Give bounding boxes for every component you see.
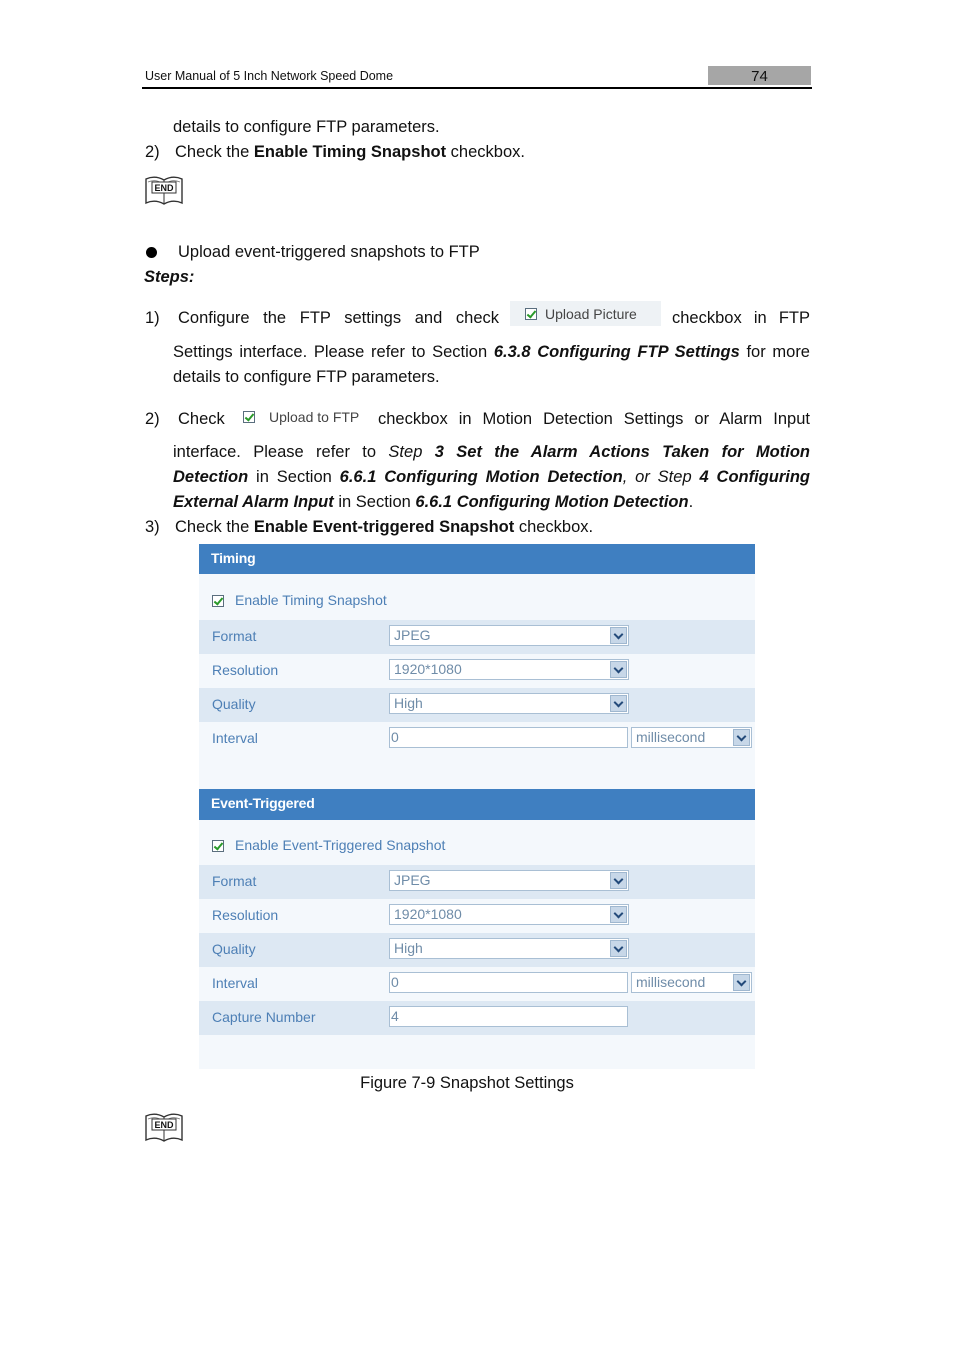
- chevron-down-icon[interactable]: [610, 940, 627, 957]
- end-book-icon: [144, 1110, 184, 1144]
- event-capture-number-row: [199, 1001, 755, 1035]
- timing-interval-row: [199, 722, 755, 756]
- timing-quality-row: [199, 688, 755, 722]
- step-number: 2): [145, 143, 160, 161]
- quality-label: Quality: [212, 696, 256, 712]
- timing-resolution-select[interactable]: 1920*1080: [389, 659, 629, 680]
- event-enable-row: [199, 820, 755, 865]
- interval-label: Interval: [212, 730, 258, 746]
- page-number: 74: [708, 66, 811, 85]
- event-resolution-row: [199, 899, 755, 933]
- timing-section-header: Timing: [199, 544, 755, 574]
- event-format-select[interactable]: JPEG: [389, 870, 629, 891]
- steps-heading: Steps:: [144, 268, 195, 286]
- step-number: 2): [145, 410, 160, 428]
- event-triggered-section-header: Event-Triggered: [199, 789, 755, 820]
- step-2-timing: 2) Check the Enable Timing Snapshot checkbox.: [145, 143, 525, 161]
- chevron-down-icon[interactable]: [610, 661, 627, 678]
- format-label: Format: [212, 628, 257, 644]
- event-interval-row: [199, 967, 755, 1001]
- event-resolution-select[interactable]: 1920*1080: [389, 904, 629, 925]
- checkbox-checked-icon: [525, 308, 537, 320]
- resolution-label: Resolution: [212, 662, 279, 678]
- step-2-line-4: External Alarm Input in Section 6.6.1 Configuring Motion Detection.: [173, 493, 694, 511]
- timing-interval-unit-select[interactable]: millisecond: [631, 727, 752, 748]
- running-header-title: User Manual of 5 Inch Network Speed Dome: [145, 69, 394, 83]
- step-1-line-2: Settings interface. Please refer to Section 6.3.8 Configuring FTP Settings for more: [173, 343, 810, 361]
- event-interval-unit-select[interactable]: millisecond: [631, 972, 752, 993]
- step-1-line-1: 1) Configure the FTP settings and check Upload Picture checkbox in FTP: [145, 300, 810, 330]
- chevron-down-icon[interactable]: [733, 729, 750, 746]
- timing-resolution-row: [199, 654, 755, 688]
- event-quality-select[interactable]: High: [389, 938, 629, 959]
- capture-number-input[interactable]: 4: [389, 1006, 628, 1027]
- bullet-text: Upload event-triggered snapshots to FTP: [178, 243, 480, 261]
- event-quality-row: [199, 933, 755, 967]
- quality-label: Quality: [212, 941, 256, 957]
- interval-label: Interval: [212, 975, 258, 991]
- chevron-down-icon[interactable]: [610, 695, 627, 712]
- format-label: Format: [212, 873, 257, 889]
- timing-quality-select[interactable]: High: [389, 693, 629, 714]
- chevron-down-icon[interactable]: [733, 974, 750, 991]
- chevron-down-icon[interactable]: [610, 906, 627, 923]
- resolution-label: Resolution: [212, 907, 279, 923]
- step-2-line-1: 2) Check Upload to FTP checkbox in Motion Detection Settings or Alarm Input: [145, 409, 810, 428]
- panel-footer: [199, 1035, 755, 1069]
- upload-picture-control: Upload Picture: [510, 301, 661, 326]
- section-spacer: [199, 756, 755, 789]
- end-icon-text: END: [154, 183, 174, 193]
- step-3: 3) Check the Enable Event-triggered Snapshot checkbox.: [145, 518, 594, 536]
- event-interval-input[interactable]: 0: [389, 972, 628, 993]
- bullet-dot: [146, 247, 157, 258]
- snapshot-settings-panel: [199, 544, 755, 1062]
- chevron-down-icon[interactable]: [610, 627, 627, 644]
- step-1-line-3: details to configure FTP parameters.: [173, 368, 440, 386]
- header-rule: [142, 87, 812, 89]
- step-2-line-3: Detection in Section 6.6.1 Configuring Motion Detection, or Step 4 Configuring: [173, 468, 810, 486]
- event-format-row: [199, 865, 755, 899]
- timing-format-select[interactable]: JPEG: [389, 625, 629, 646]
- figure-caption: Figure 7-9 Snapshot Settings: [360, 1074, 574, 1092]
- end-icon-text: END: [154, 1120, 174, 1130]
- enable-timing-snapshot-label: Enable Timing Snapshot: [235, 592, 387, 608]
- timing-enable-row: [199, 574, 755, 620]
- capture-number-label: Capture Number: [212, 1009, 316, 1025]
- enable-timing-snapshot-checkbox[interactable]: [212, 595, 224, 607]
- timing-format-row: [199, 620, 755, 654]
- step-number: 1): [145, 309, 160, 327]
- timing-interval-input[interactable]: 0: [389, 727, 628, 748]
- chevron-down-icon[interactable]: [610, 872, 627, 889]
- checkbox-checked-icon: [243, 411, 255, 423]
- step-number: 3): [145, 518, 160, 536]
- step-2-line-2: interface. Please refer to Step 3 Set the Alarm Actions Taken for Motion: [173, 443, 810, 461]
- upload-to-ftp-control: Upload to FTP: [243, 409, 359, 425]
- paragraph-line: details to configure FTP parameters.: [173, 118, 440, 136]
- end-book-icon: [144, 173, 184, 207]
- enable-event-triggered-snapshot-checkbox[interactable]: [212, 840, 224, 852]
- enable-event-triggered-snapshot-label: Enable Event-Triggered Snapshot: [235, 837, 446, 853]
